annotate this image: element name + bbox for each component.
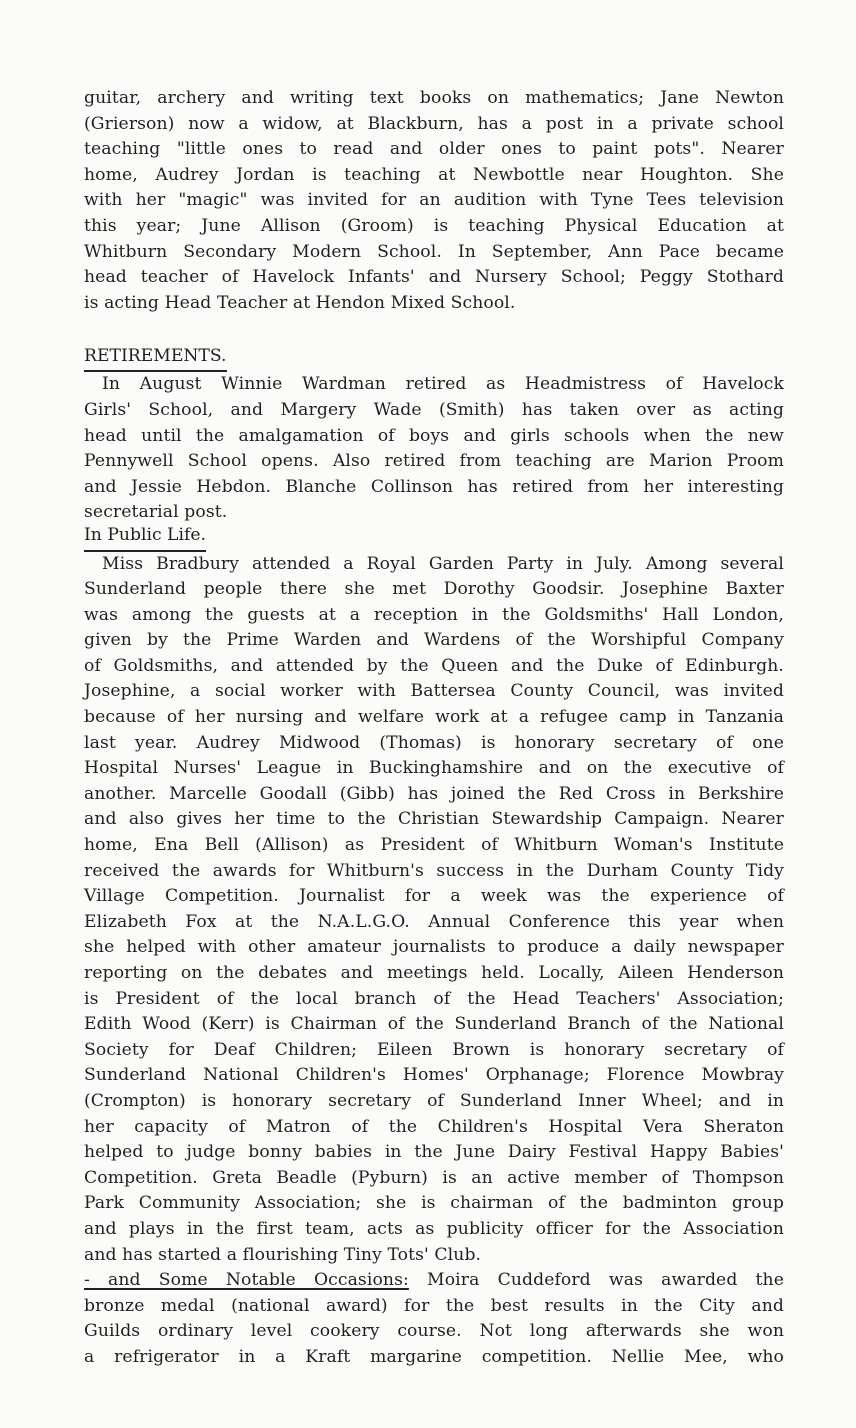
text-line: Elizabeth Fox at the N.A.L.G.O. Annual Conference this year when <box>84 911 784 932</box>
text-line: home, Ena Bell (Allison) as President of Whitburn Woman's Institute <box>84 835 784 856</box>
text-line: In August Winnie Wardman retired as Headmistress of Havelock <box>102 374 784 395</box>
text-line: bronze medal (national award) for the best results in the City and <box>84 1295 784 1316</box>
retirements-paragraph <box>84 372 784 526</box>
text-line: teaching "little ones to read and older ones to paint pots". Nearer <box>84 139 784 160</box>
text-line: given by the Prime Warden and Wardens of the Worshipful Company <box>84 630 784 651</box>
text-line: guitar, archery and writing text books on mathematics; Jane Newton <box>84 88 784 108</box>
document-page <box>84 86 784 1371</box>
text-line: Girls' School, and Margery Wade (Smith) has taken over as acting <box>84 399 784 420</box>
text-line: and plays in the first team, acts as publicity officer for the Association <box>84 1218 784 1239</box>
text-line: Park Community Association; she is chairman of the badminton group <box>84 1193 784 1214</box>
text-line: of Goldsmiths, and attended by the Queen and the Duke of Edinburgh. <box>84 655 784 676</box>
text-line: Pennywell School opens. Also retired from teaching are Marion Proom <box>84 451 784 472</box>
paragraph-continued <box>84 86 784 316</box>
text-line: Society for Deaf Children; Eileen Brown is honorary secretary of <box>84 1039 784 1060</box>
text-line: was among the guests at a reception in the Goldsmiths' Hall London, <box>84 604 784 625</box>
text-line: another. Marcelle Goodall (Gibb) has joined the Red Cross in Berkshire <box>84 783 784 804</box>
text-line: and has started a flourishing Tiny Tots' Club. <box>84 1244 482 1265</box>
text-line: she helped with other amateur journalists to produce a daily newspaper <box>84 937 784 958</box>
text-line: Competition. Greta Beadle (Pyburn) is an active member of Thompson <box>84 1167 784 1188</box>
public-life-paragraph <box>84 552 784 1269</box>
text-line: head until the amalgamation of boys and girls schools when the new <box>84 425 784 446</box>
section-heading-public-life: In Public Life. <box>84 524 206 552</box>
section-heading-notable: - and Some Notable Occasions: <box>84 1270 409 1291</box>
text-line <box>84 1268 784 1294</box>
text-line: Josephine, a social worker with Battersea County Council, was invited <box>84 681 784 702</box>
text-fragment: Moira Cuddeford was awarded the <box>427 1270 784 1291</box>
text-line: (Grierson) now a widow, at Blackburn, has a post in a private school <box>84 113 784 134</box>
text-line: Edith Wood (Kerr) is Chairman of the Sunderland Branch of the National <box>84 1014 784 1035</box>
text-line: because of her nursing and welfare work at a refugee camp in Tanzania <box>84 707 784 728</box>
text-line: Sunderland National Children's Homes' Orphanage; Florence Mowbray <box>84 1065 784 1086</box>
section-heading-retirements: RETIREMENTS. <box>84 345 227 373</box>
text-line: and also gives her time to the Christian Stewardship Campaign. Nearer <box>84 809 784 830</box>
text-line: and Jessie Hebdon. Blanche Collinson has retired from her interesting <box>84 476 784 497</box>
text-line: is acting Head Teacher at Hendon Mixed School. <box>84 292 516 313</box>
text-line: head teacher of Havelock Infants' and Nursery School; Peggy Stothard <box>84 267 784 288</box>
text-line: last year. Audrey Midwood (Thomas) is honorary secretary of one <box>84 732 784 753</box>
text-line: is President of the local branch of the Head Teachers' Association; <box>84 988 784 1009</box>
text-line: reporting on the debates and meetings held. Locally, Aileen Henderson <box>84 963 784 983</box>
notable-paragraph <box>84 1268 784 1370</box>
text-line: Sunderland people there she met Dorothy Goodsir. Josephine Baxter <box>84 579 784 600</box>
text-line: secretarial post. <box>84 502 228 523</box>
text-line: a refrigerator in a Kraft margarine competition. Nellie Mee, who <box>84 1346 784 1367</box>
text-line: home, Audrey Jordan is teaching at Newbottle near Houghton. She <box>84 164 784 185</box>
text-line: Guilds ordinary level cookery course. Not long afterwards she won <box>84 1321 784 1342</box>
text-line: received the awards for Whitburn's success in the Durham County Tidy <box>84 860 784 881</box>
text-line: this year; June Allison (Groom) is teaching Physical Education at <box>84 215 784 236</box>
text-line: Hospital Nurses' League in Buckinghamshire and on the executive of <box>84 758 784 779</box>
text-line: Village Competition. Journalist for a week was the experience of <box>84 886 784 907</box>
text-line: Miss Bradbury attended a Royal Garden Party in July. Among several <box>102 553 784 574</box>
text-line: her capacity of Matron of the Children's Hospital Vera Sheraton <box>84 1116 784 1137</box>
text-line: helped to judge bonny babies in the June Dairy Festival Happy Babies' <box>84 1142 784 1163</box>
text-line: (Crompton) is honorary secretary of Sunderland Inner Wheel; and in <box>84 1090 784 1111</box>
text-line: with her "magic" was invited for an audition with Tyne Tees television <box>84 190 784 211</box>
text-line: Whitburn Secondary Modern School. In September, Ann Pace became <box>84 241 784 262</box>
